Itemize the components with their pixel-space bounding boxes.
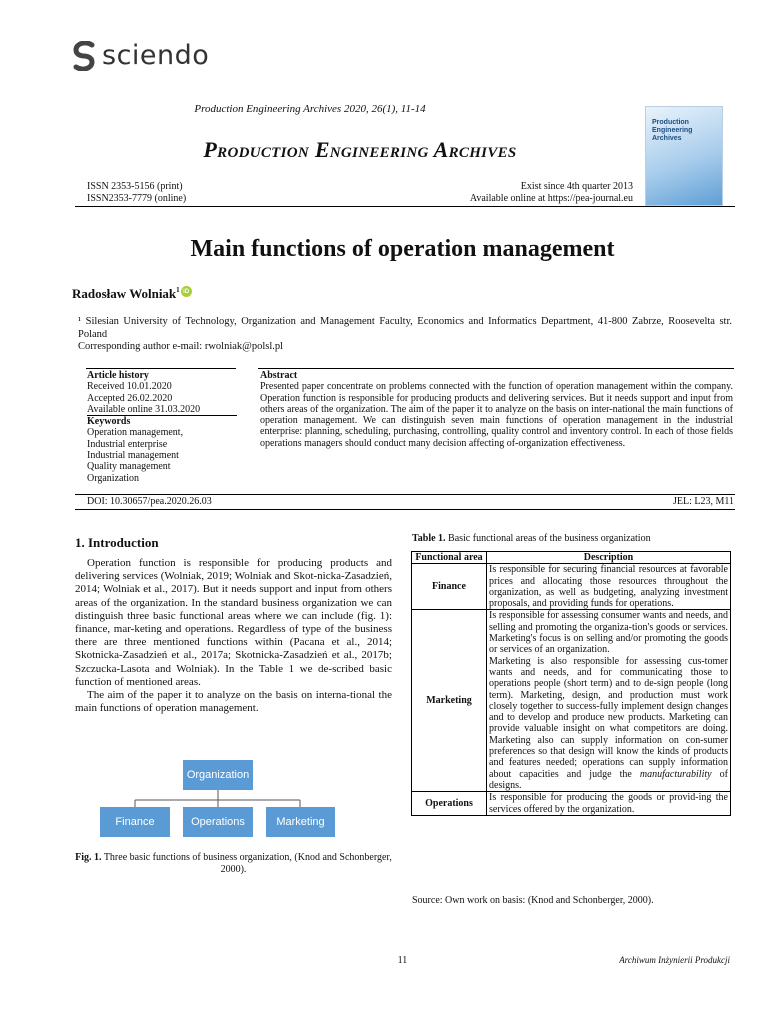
journal-cover-image: [645, 106, 723, 206]
keywords-heading: Keywords: [87, 416, 131, 428]
available-date: Available online 31.03.2020: [87, 403, 201, 415]
keyword: Operation management,: [87, 427, 184, 439]
cover-text-line: Production: [652, 119, 689, 126]
accepted-date: Accepted 26.02.2020: [87, 392, 173, 404]
table-row: [412, 564, 731, 610]
page-number: 11: [397, 955, 408, 966]
affiliation-text: ¹ Silesian University of Technology, Organization and Management Faculty, Economics and Informatics Department, 41-800 Zabrze, Roosevelta str. Poland: [78, 316, 732, 340]
history-top-rule: [86, 368, 236, 369]
author-line: [72, 286, 192, 302]
author-superscript: 1: [176, 286, 180, 294]
table-caption: [412, 533, 651, 544]
journal-info-block: [470, 181, 633, 205]
doi-bottom-rule: [75, 509, 735, 510]
abstract-text: Presented paper concentrate on problems connected with the function of operation management within the company. Operation function is responsible for producing products and delivering services. But it needs support and input from others areas of the organization. The aim of the paper it to analyze on the basis on inter-national the main functions of operation management. We can distinguish seven main functions of operation management in the industrial enterprise: planning, scheduling, purchasing, controlling, quality control and inventory control. In each of those fields operations managers should conduct many decision affecting of-organization effectiveness.: [260, 381, 733, 449]
introduction-text: [75, 557, 392, 715]
table-source: Source: Own work on basis: (Knod and Schonberger, 2000).: [412, 895, 654, 906]
abstract-heading: Abstract: [260, 370, 298, 381]
org-chart-node-finance: Finance: [100, 807, 170, 837]
table-cell-area: Finance: [412, 564, 487, 610]
table-header-row: [412, 552, 731, 564]
publisher-logo: [72, 40, 209, 71]
footer-journal-name: Archiwum Inżynierii Produkcji: [619, 955, 730, 965]
table-cell-text: of designs.: [489, 768, 728, 791]
issn-block: [87, 181, 186, 205]
header-divider: [75, 206, 735, 207]
keyword: Quality management: [87, 461, 171, 473]
issn-online: ISSN2353-7779 (online): [87, 193, 187, 204]
journal-citation: Production Engineering Archives 2020, 26(1), 11-14: [194, 103, 426, 115]
doi[interactable]: DOI: 10.30657/pea.2020.26.03: [87, 496, 212, 507]
table-functional-areas: [411, 551, 731, 816]
table-cell-paragraph: Is responsible for assessing consumer wants and needs, and selling and promoting the organiza-tion's goods or services. Marketing's focus is on selling and/or promoting the goods or services of an organization.: [489, 610, 728, 656]
available-online: Available online at https://pea-journal.eu: [469, 193, 633, 204]
table-cell-description: Is responsible for securing financial resources at favorable prices and allocating those resources throughout the organization, as well as budgeting, analyzing investment proposals, and providing funds for operations.: [487, 564, 731, 610]
figure-caption: [75, 852, 392, 876]
keyword: Industrial management: [87, 450, 179, 462]
table-header-cell: Functional area: [412, 552, 487, 564]
orcid-icon[interactable]: iD: [181, 286, 192, 297]
org-chart-connectors: [100, 760, 335, 810]
doi-top-rule: [75, 494, 735, 495]
affiliation: [78, 316, 732, 354]
history-heading: Article history: [87, 370, 149, 381]
table-row: [412, 792, 731, 816]
table-row: [412, 610, 731, 792]
intro-paragraph: Operation function is responsible for producing products and delivering services (Wolniak, 2019; Wolniak and Skot-nicka-Zasadzień, 2014; Wolniak et al., 2017). But it needs support and input from others areas of the organization. In the standard business organization we can distinguish three basic functional areas where we can include (fig. 1): finance, mar-keting and operations. Regardless of type of the business there are three mentioned functions within (Pacana et al., 2014; Skotnicka-Zasadzień et al., 2017a; Skotnicka-Zasadzień et al., 2017b; Szczucka-Lasota and Wolniak). In the Table 1 we de-scribed basic function of mentioned areas.: [75, 557, 392, 688]
table-cell-area: Marketing: [412, 610, 487, 792]
cover-text-line: Engineering: [652, 127, 693, 134]
table-cell-area: Operations: [412, 792, 487, 816]
table-cell-text: Marketing is also responsible for assessing cus-tomer wants and needs, and for communicating those to operations people (short term) and to de-sign people (long term). Marketing, design, and production must work closely together to success-fully implement design changes and to develop and produce new products. Marketing can provide valuable insight on what competitors are doing. Marketing also can supply information on con-sumer preferences so that design will know the kinds of products and features needed; operations can supply information about capacities and judge the: [489, 655, 728, 780]
cover-text-line: Archives: [652, 135, 682, 142]
figure-1-org-chart: [100, 760, 335, 840]
journal-title: Production Engineering Archives: [203, 137, 517, 162]
author-name: Radosław Wolniak: [72, 286, 177, 301]
table-cell-paragraph: [489, 656, 728, 792]
org-chart-node-organization: Organization: [183, 760, 253, 790]
abstract: [260, 370, 733, 449]
figure-caption-text: Three basic functions of business organization, (Knod and Schonberger, 2000).: [101, 852, 392, 875]
table-caption-label: Table 1.: [412, 533, 446, 544]
jel-codes: JEL: L23, M11: [672, 496, 734, 507]
abstract-top-rule: [258, 368, 734, 369]
table-cell-description: [487, 610, 731, 792]
intro-paragraph: The aim of the paper it to analyze on the basis on interna-tional the main functions of operation management.: [75, 689, 392, 715]
article-title: Main functions of operation management: [190, 236, 615, 262]
figure-caption-label: Fig. 1.: [75, 852, 102, 863]
table-cell-emphasis: manufacturability: [639, 768, 712, 780]
issn-print: ISSN 2353-5156 (print): [87, 181, 183, 192]
org-chart-node-marketing: Marketing: [266, 807, 335, 837]
table-cell-description: Is responsible for producing the goods or provid-ing the services offered by the organization.: [487, 792, 731, 816]
exist-since: Exist since 4th quarter 2013: [520, 181, 633, 192]
org-chart-node-operations: Operations: [183, 807, 253, 837]
table-header-cell: Description: [487, 552, 731, 564]
publisher-name: sciendo: [102, 40, 210, 71]
article-history: [87, 370, 237, 484]
keyword: Organization: [87, 472, 140, 484]
received-date: Received 10.01.2020: [87, 381, 172, 393]
section-heading-introduction: 1. Introduction: [75, 535, 159, 550]
table-caption-text: Basic functional areas of the business organization: [445, 533, 651, 544]
corresponding-author: Corresponding author e-mail: rwolniak@polsl.pl: [78, 341, 284, 352]
sciendo-logo-icon: [72, 41, 96, 71]
keyword: Industrial enterprise: [87, 438, 168, 450]
